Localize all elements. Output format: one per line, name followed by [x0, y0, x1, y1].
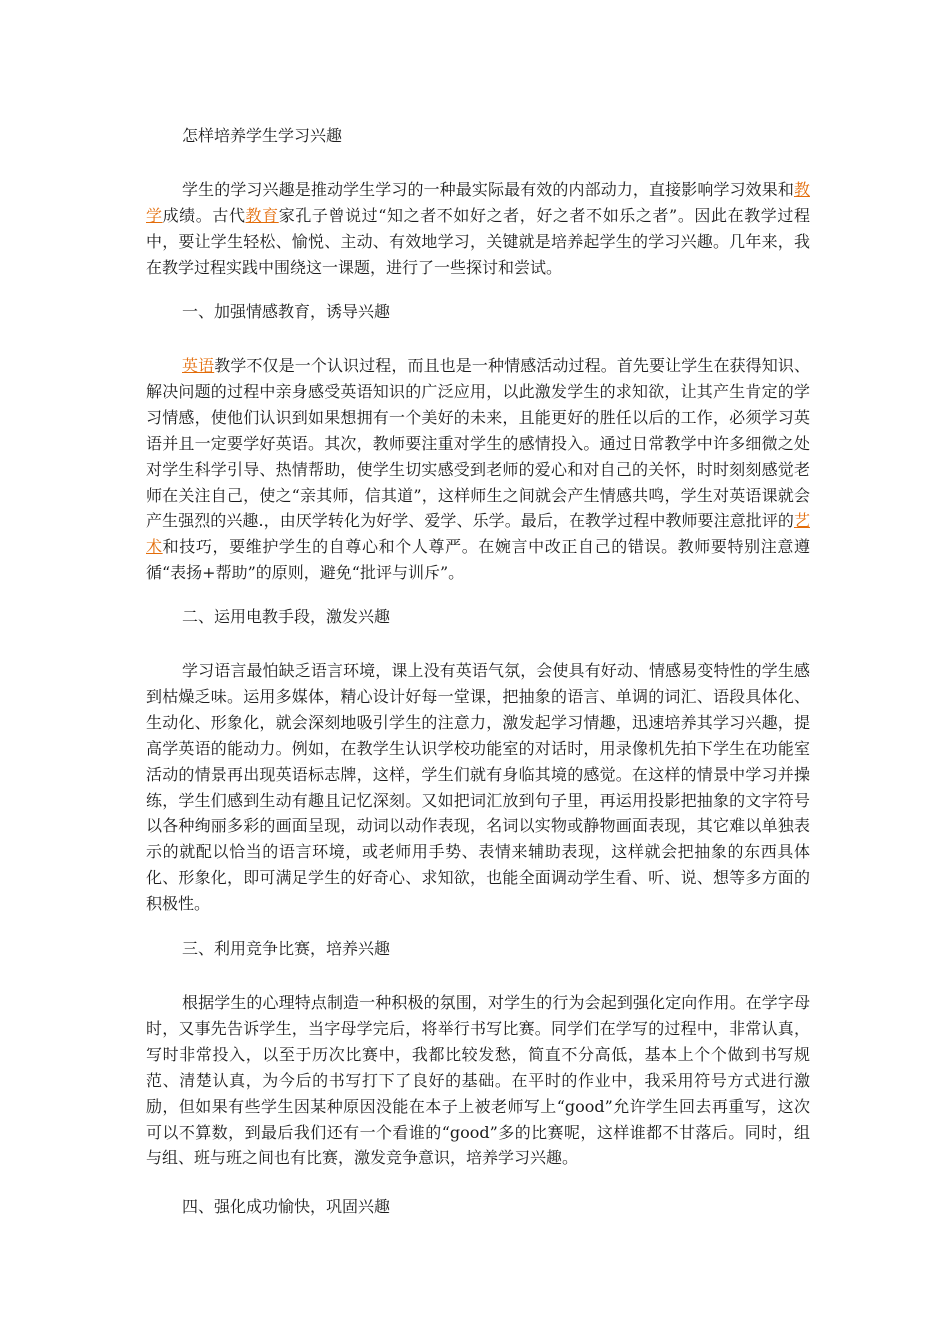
section-3-paragraph: 根据学生的心理特点制造一种积极的氛围，对学生的行为会起到强化定向作用。在学字母时，又事先告诉学生，当字母学完后，将举行书写比赛。同学们在学写的过程中，非常认真，写时非常投入，以至于历次比赛中，我都比较发愁，简直不分高低，基本上个个做到书写规范、清楚认真，为今后的书写打下了良好的基础。在平时的作业中，我采用符号方式进行激励，但如果有些学生因某种原因没能在本子上被老师写上“good”允许学生回去再重写，这次可以不算数，到最后我们还有一个看谁的“good”多的比赛呢，这样谁都不甘落后。同时，组与组、班与班之间也有比赛，激发竞争意识，培养学习兴趣。: [146, 993, 810, 1168]
link-art[interactable]: 艺术: [146, 511, 810, 557]
intro-paragraph: [146, 177, 810, 281]
link-teaching[interactable]: 教学: [146, 180, 810, 225]
section-2-paragraph: 学习语言最怕缺乏语言环境，课上没有英语气氛，会使具有好动、情感易变特性的学生感到枯燥乏味。运用多媒体，精心设计好每一堂课，把抽象的语言、单调的词汇、语段具体化、生动化、形象化，就会深刻地吸引学生的注意力，激发起学习情趣，迅速培养其学习兴趣，提高学英语的能动力。例如，在教学生认识学校功能室的对话时，用录像机先拍下学生在功能室活动的情景再出现英语标志牌，这样，学生们就有身临其境的感觉。在这样的情景中学习并操练，学生们感到生动有趣且记忆深刻。又如把词汇放到句子里，再运用投影把抽象的文字符号以各种绚丽多彩的画面呈现，动词以动作表现，名词以实物或静物画面表现，其它难以单独表示的就配以恰当的语言环境，或老师用手势、表情来辅助表现，这样就会把抽象的东西具体化、形象化，即可满足学生的好奇心、求知欲，也能全面调动学生看、听、说、想等多方面的积极性。: [146, 661, 810, 914]
section-2-heading: 二、运用电教手段，激发兴趣: [182, 607, 391, 626]
document-title: 怎样培养学生学习兴趣: [182, 126, 343, 145]
intro-text-3: 家孔子曾说过“知之者不如好之者，好之者不如乐之者”。因此在教学过程中，要让学生轻松、愉悦、主动、有效地学习，关键就是培养起学生的学习兴趣。几年来，我在教学过程实践中围绕这一课题，进行了一些探讨和尝试。: [146, 205, 810, 277]
section-4-heading: 四、强化成功愉快，巩固兴趣: [182, 1197, 391, 1216]
section-1-paragraph: [146, 353, 810, 586]
intro-text-1: 学生的学习兴趣是推动学生学习的一种最实际最有效的内部动力，直接影响学习效果和: [182, 180, 794, 199]
link-education[interactable]: 教育: [245, 205, 279, 225]
section-1-text-1: 教学不仅是一个认识过程，而且也是一种情感活动过程。首先要让学生在获得知识、解决问题的过程中亲身感受英语知识的广泛应用，以此激发学生的求知欲，让其产生肯定的学习情感，使他们认识到如果想拥有一个美好的未来，且能更好的胜任以后的工作，必须学习英语并且一定要学好英语。其次，教师要注重对学生的感情投入。通过日常教学中许多细微之处对学生科学引导、热情帮助，使学生切实感受到老师的爱心和对自己的关怀，时时刻刻感觉老师在关注自己，使之“亲其师，信其道”，这样师生之间就会产生情感共鸣，学生对英语课就会产生强烈的兴趣.，由厌学转化为好学、爱学、乐学。最后，在教学过程中教师要注意批评的: [146, 356, 810, 531]
section-1-text-2: 和技巧，要维护学生的自尊心和个人尊严。在婉言中改正自己的错误。教师要特别注意遵循“表扬+帮助”的原则，避免“批评与训斥”。: [146, 537, 810, 583]
section-1-heading: 一、加强情感教育，诱导兴趣: [182, 302, 391, 321]
link-english[interactable]: 英语: [182, 356, 215, 375]
intro-text-2: 成绩。古代: [162, 205, 246, 225]
section-3-heading: 三、利用竞争比赛，培养兴趣: [182, 939, 391, 958]
